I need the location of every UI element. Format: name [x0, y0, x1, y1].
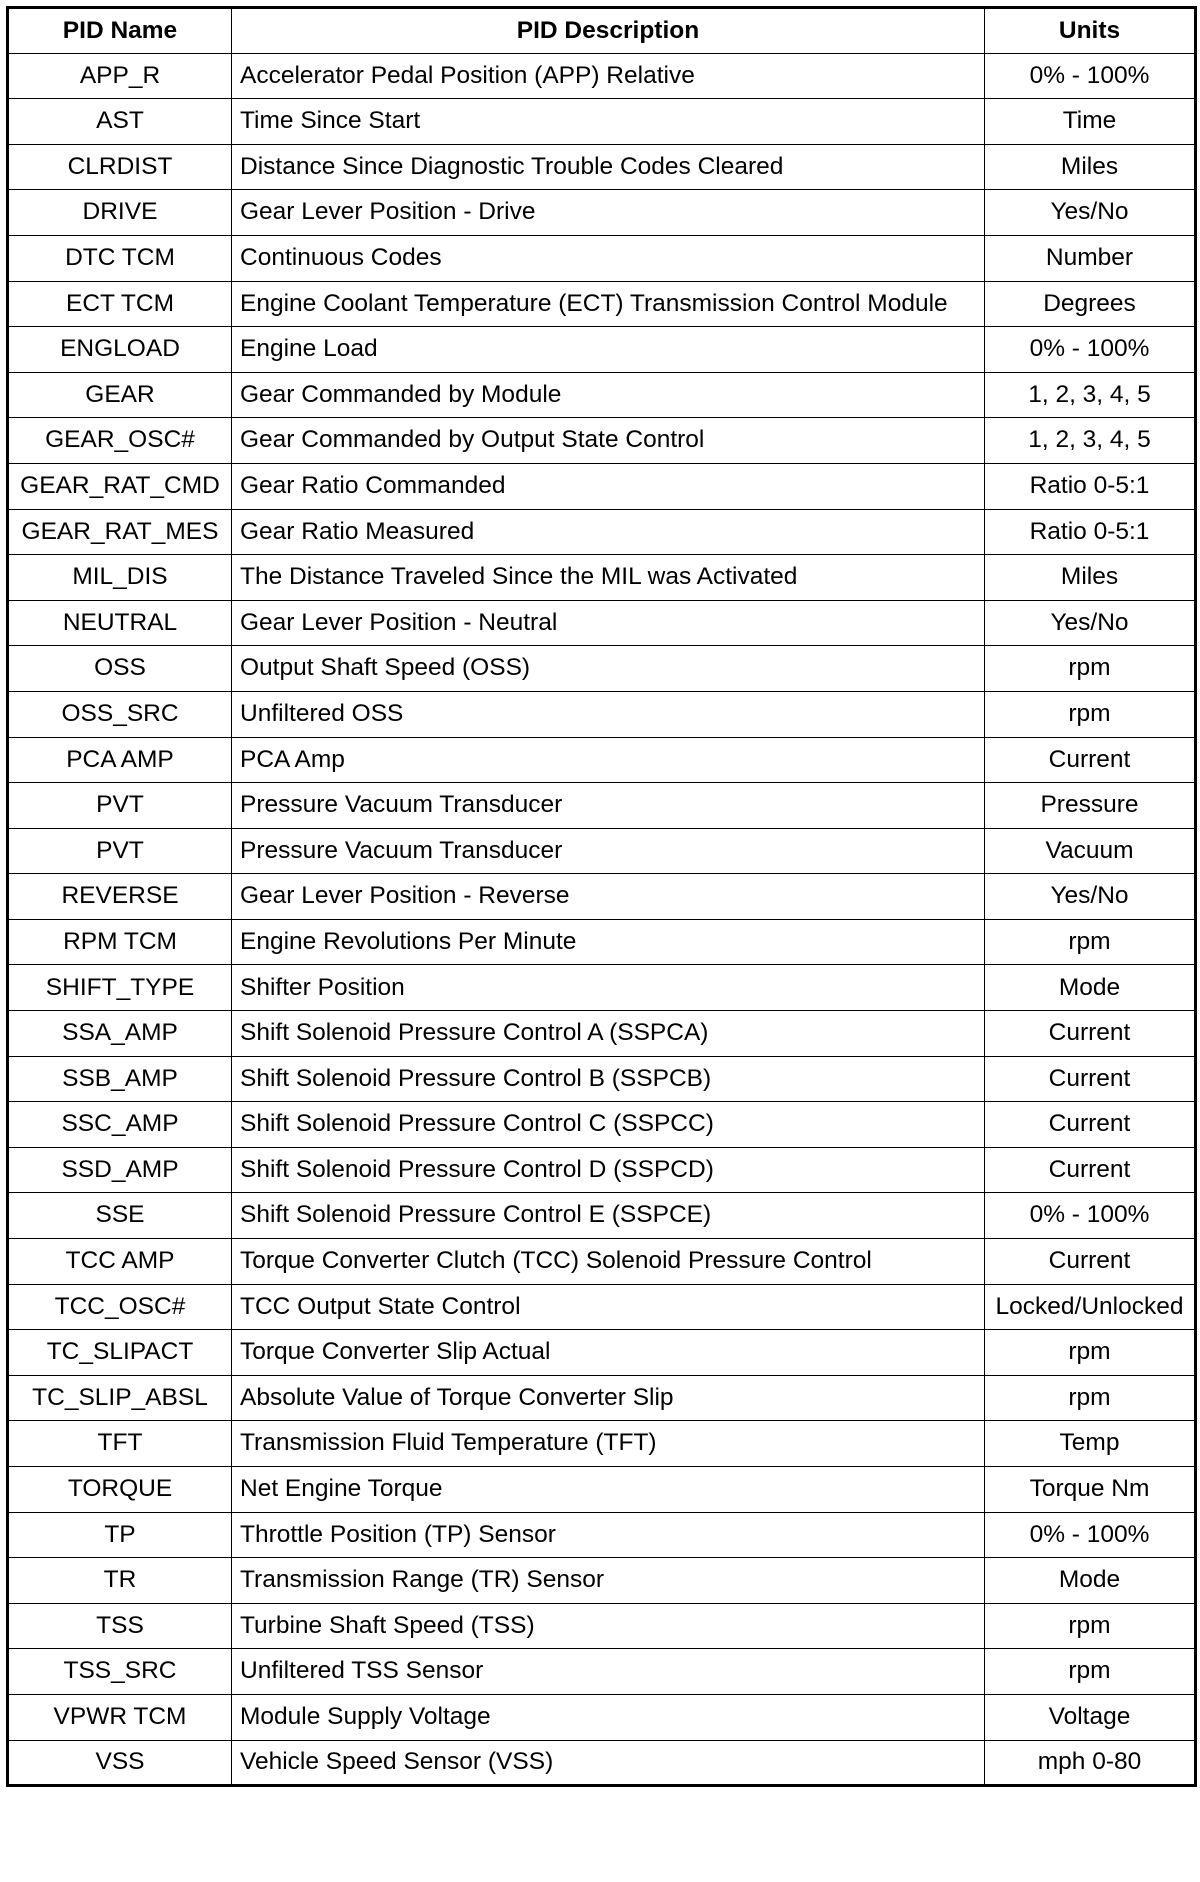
table-row	[8, 1147, 1196, 1193]
units-cell: Pressure	[985, 783, 1196, 829]
table-row	[8, 1603, 1196, 1649]
pid-description-cell: Vehicle Speed Sensor (VSS)	[232, 1740, 985, 1786]
pid-name-cell: PVT	[8, 828, 232, 874]
table-row	[8, 1558, 1196, 1604]
pid-name-cell: MIL_DIS	[8, 555, 232, 601]
units-cell: mph 0-80	[985, 1740, 1196, 1786]
table-row	[8, 327, 1196, 373]
table-row	[8, 737, 1196, 783]
pid-description-cell: Time Since Start	[232, 99, 985, 145]
units-cell: rpm	[985, 1603, 1196, 1649]
pid-name-cell: AST	[8, 99, 232, 145]
units-cell: 0% - 100%	[985, 1193, 1196, 1239]
units-cell: Yes/No	[985, 600, 1196, 646]
pid-description-cell: Pressure Vacuum Transducer	[232, 783, 985, 829]
pid-description-cell: Pressure Vacuum Transducer	[232, 828, 985, 874]
units-cell: Temp	[985, 1421, 1196, 1467]
pid-description-cell: Shift Solenoid Pressure Control C (SSPCC)	[232, 1102, 985, 1148]
pid-description-cell: Throttle Position (TP) Sensor	[232, 1512, 985, 1558]
table-row	[8, 1421, 1196, 1467]
pid-description-cell: Transmission Fluid Temperature (TFT)	[232, 1421, 985, 1467]
table-row	[8, 1239, 1196, 1285]
units-cell: Miles	[985, 144, 1196, 190]
table-body	[8, 53, 1196, 1786]
units-cell: Current	[985, 1147, 1196, 1193]
pid-description-cell: Unfiltered TSS Sensor	[232, 1649, 985, 1695]
pid-name-cell: GEAR	[8, 372, 232, 418]
pid-name-cell: SSB_AMP	[8, 1056, 232, 1102]
pid-description-cell: The Distance Traveled Since the MIL was Activated	[232, 555, 985, 601]
pid-table	[6, 6, 1197, 1787]
table-row	[8, 1330, 1196, 1376]
table-row	[8, 372, 1196, 418]
table-row	[8, 418, 1196, 464]
units-cell: Number	[985, 235, 1196, 281]
units-cell: rpm	[985, 1649, 1196, 1695]
table-row	[8, 1467, 1196, 1513]
table-row	[8, 874, 1196, 920]
table-row	[8, 1649, 1196, 1695]
pid-description-cell: Torque Converter Clutch (TCC) Solenoid Pressure Control	[232, 1239, 985, 1285]
header-row	[8, 8, 1196, 54]
units-cell: Degrees	[985, 281, 1196, 327]
table-row	[8, 600, 1196, 646]
table-row	[8, 691, 1196, 737]
table-row	[8, 555, 1196, 601]
pid-name-cell: VPWR TCM	[8, 1694, 232, 1740]
units-cell: 0% - 100%	[985, 1512, 1196, 1558]
pid-name-cell: CLRDIST	[8, 144, 232, 190]
pid-name-cell: VSS	[8, 1740, 232, 1786]
pid-description-cell: Shift Solenoid Pressure Control E (SSPCE)	[232, 1193, 985, 1239]
units-cell: 1, 2, 3, 4, 5	[985, 372, 1196, 418]
table-row	[8, 828, 1196, 874]
header-pid-description: PID Description	[232, 8, 985, 54]
units-cell: rpm	[985, 919, 1196, 965]
table-header	[8, 8, 1196, 54]
pid-name-cell: GEAR_OSC#	[8, 418, 232, 464]
table-row	[8, 1011, 1196, 1057]
units-cell: rpm	[985, 1330, 1196, 1376]
table-row	[8, 235, 1196, 281]
pid-name-cell: SSD_AMP	[8, 1147, 232, 1193]
units-cell: Locked/Unlocked	[985, 1284, 1196, 1330]
table-row	[8, 1056, 1196, 1102]
header-units: Units	[985, 8, 1196, 54]
pid-description-cell: Shift Solenoid Pressure Control D (SSPCD)	[232, 1147, 985, 1193]
pid-description-cell: Engine Coolant Temperature (ECT) Transmission Control Module	[232, 281, 985, 327]
units-cell: Ratio 0-5:1	[985, 509, 1196, 555]
table-row	[8, 965, 1196, 1011]
units-cell: 0% - 100%	[985, 53, 1196, 99]
units-cell: Yes/No	[985, 190, 1196, 236]
header-pid-name: PID Name	[8, 8, 232, 54]
pid-name-cell: SSE	[8, 1193, 232, 1239]
units-cell: Mode	[985, 1558, 1196, 1604]
pid-name-cell: SHIFT_TYPE	[8, 965, 232, 1011]
pid-description-cell: Gear Lever Position - Drive	[232, 190, 985, 236]
pid-description-cell: Absolute Value of Torque Converter Slip	[232, 1375, 985, 1421]
table-row	[8, 1284, 1196, 1330]
pid-description-cell: PCA Amp	[232, 737, 985, 783]
pid-description-cell: Shift Solenoid Pressure Control A (SSPCA)	[232, 1011, 985, 1057]
pid-name-cell: NEUTRAL	[8, 600, 232, 646]
pid-description-cell: Engine Load	[232, 327, 985, 373]
units-cell: Current	[985, 1011, 1196, 1057]
pid-name-cell: REVERSE	[8, 874, 232, 920]
pid-name-cell: SSA_AMP	[8, 1011, 232, 1057]
pid-description-cell: Gear Lever Position - Neutral	[232, 600, 985, 646]
table-row	[8, 144, 1196, 190]
table-row	[8, 53, 1196, 99]
pid-description-cell: Torque Converter Slip Actual	[232, 1330, 985, 1376]
pid-description-cell: Gear Commanded by Output State Control	[232, 418, 985, 464]
pid-name-cell: ENGLOAD	[8, 327, 232, 373]
pid-name-cell: PCA AMP	[8, 737, 232, 783]
pid-description-cell: Continuous Codes	[232, 235, 985, 281]
pid-name-cell: TCC_OSC#	[8, 1284, 232, 1330]
table-row	[8, 1512, 1196, 1558]
pid-description-cell: Gear Lever Position - Reverse	[232, 874, 985, 920]
units-cell: rpm	[985, 691, 1196, 737]
pid-description-cell: Unfiltered OSS	[232, 691, 985, 737]
pid-description-cell: Shifter Position	[232, 965, 985, 1011]
pid-name-cell: TP	[8, 1512, 232, 1558]
units-cell: rpm	[985, 646, 1196, 692]
pid-name-cell: DTC TCM	[8, 235, 232, 281]
pid-name-cell: TC_SLIP_ABSL	[8, 1375, 232, 1421]
table-row	[8, 190, 1196, 236]
units-cell: Torque Nm	[985, 1467, 1196, 1513]
pid-description-cell: Distance Since Diagnostic Trouble Codes Cleared	[232, 144, 985, 190]
pid-name-cell: OSS_SRC	[8, 691, 232, 737]
pid-description-cell: Accelerator Pedal Position (APP) Relative	[232, 53, 985, 99]
table-row	[8, 509, 1196, 555]
pid-description-cell: Shift Solenoid Pressure Control B (SSPCB)	[232, 1056, 985, 1102]
table-row	[8, 1740, 1196, 1786]
table-row	[8, 99, 1196, 145]
table-row	[8, 281, 1196, 327]
pid-name-cell: TC_SLIPACT	[8, 1330, 232, 1376]
units-cell: rpm	[985, 1375, 1196, 1421]
pid-name-cell: TSS	[8, 1603, 232, 1649]
table-row	[8, 463, 1196, 509]
pid-name-cell: DRIVE	[8, 190, 232, 236]
units-cell: Current	[985, 737, 1196, 783]
units-cell: Current	[985, 1239, 1196, 1285]
table-row	[8, 1102, 1196, 1148]
units-cell: Ratio 0-5:1	[985, 463, 1196, 509]
pid-name-cell: APP_R	[8, 53, 232, 99]
pid-name-cell: TSS_SRC	[8, 1649, 232, 1695]
pid-description-cell: Gear Ratio Commanded	[232, 463, 985, 509]
table-row	[8, 783, 1196, 829]
units-cell: Current	[985, 1056, 1196, 1102]
pid-description-cell: Engine Revolutions Per Minute	[232, 919, 985, 965]
units-cell: Vacuum	[985, 828, 1196, 874]
pid-name-cell: RPM TCM	[8, 919, 232, 965]
pid-description-cell: Module Supply Voltage	[232, 1694, 985, 1740]
units-cell: Time	[985, 99, 1196, 145]
pid-description-cell: TCC Output State Control	[232, 1284, 985, 1330]
units-cell: Miles	[985, 555, 1196, 601]
pid-description-cell: Output Shaft Speed (OSS)	[232, 646, 985, 692]
pid-name-cell: TORQUE	[8, 1467, 232, 1513]
pid-name-cell: ECT TCM	[8, 281, 232, 327]
pid-name-cell: GEAR_RAT_MES	[8, 509, 232, 555]
table-row	[8, 646, 1196, 692]
units-cell: Mode	[985, 965, 1196, 1011]
pid-description-cell: Gear Commanded by Module	[232, 372, 985, 418]
table-row	[8, 919, 1196, 965]
units-cell: 0% - 100%	[985, 327, 1196, 373]
units-cell: 1, 2, 3, 4, 5	[985, 418, 1196, 464]
pid-name-cell: SSC_AMP	[8, 1102, 232, 1148]
pid-name-cell: OSS	[8, 646, 232, 692]
pid-name-cell: TCC AMP	[8, 1239, 232, 1285]
units-cell: Voltage	[985, 1694, 1196, 1740]
units-cell: Current	[985, 1102, 1196, 1148]
table-row	[8, 1375, 1196, 1421]
table-row	[8, 1193, 1196, 1239]
table-row	[8, 1694, 1196, 1740]
pid-name-cell: TFT	[8, 1421, 232, 1467]
pid-name-cell: GEAR_RAT_CMD	[8, 463, 232, 509]
units-cell: Yes/No	[985, 874, 1196, 920]
pid-description-cell: Gear Ratio Measured	[232, 509, 985, 555]
pid-description-cell: Turbine Shaft Speed (TSS)	[232, 1603, 985, 1649]
pid-name-cell: PVT	[8, 783, 232, 829]
pid-description-cell: Transmission Range (TR) Sensor	[232, 1558, 985, 1604]
pid-description-cell: Net Engine Torque	[232, 1467, 985, 1513]
pid-name-cell: TR	[8, 1558, 232, 1604]
